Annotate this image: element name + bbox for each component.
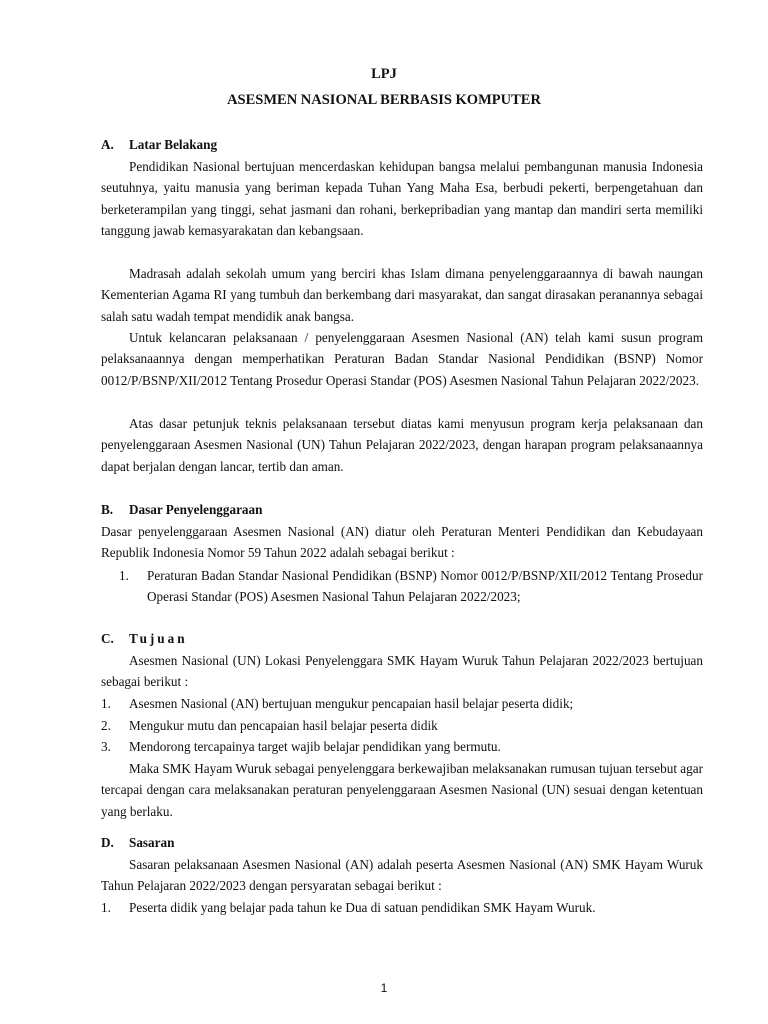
section-d-title: Sasaran [129,835,175,850]
list-item [101,736,703,757]
list-item-number: 1. [101,900,111,915]
list-item-number: 1. [101,696,111,711]
section-a-paragraph-3: Untuk kelancaran pelaksanaan / penyelenggaraan Asesmen Nasional (AN) telah kami susun program pelaksanaannya dengan memperhatikan Peraturan Badan Standar Nasional Pendidikan (BSNP) Nomor 0012/P/BSNP/XII/2012 Tentang Prosedur Operasi Standar (POS) Asesmen Nasional Tahun Pelajaran 2022/2023. [101,330,703,388]
list-item [101,565,703,608]
list-item-text: Mengukur mutu dan pencapaian hasil belajar peserta didik [129,718,438,733]
list-item-text: Mendorong tercapainya target wajib belajar pendidikan yang bermutu. [129,739,501,754]
section-c-title: Tujuan [129,631,188,646]
section-b-title: Dasar Penyelenggaraan [129,502,263,517]
document-subtitle: ASESMEN NASIONAL BERBASIS KOMPUTER [227,92,541,108]
list-item-number: 1. [119,568,129,583]
section-b-letter: B. [101,502,114,517]
section-d-paragraph-1: Sasaran pelaksanaan Asesmen Nasional (AN) adalah peserta Asesmen Nasional (AN) SMK Hayam Wuruk Tahun Pelajaran 2022/2023 dengan persyaratan sebagai berikut : [101,857,703,894]
list-item-number: 2. [101,718,111,733]
list-item-text: Peserta didik yang belajar pada tahun ke Dua di satuan pendidikan SMK Hayam Wuruk. [129,900,596,915]
section-b-paragraph-1: Dasar penyelenggaraan Asesmen Nasional (AN) diatur oleh Peraturan Menteri Pendidikan dan Kebudayaan Republik Indonesia Nomor 59 Tahun 2022 adalah sebagai berikut : [101,524,703,561]
section-a-heading [101,137,217,153]
list-item [101,715,703,736]
list-item-number: 3. [101,739,111,754]
list-item-text: Peraturan Badan Standar Nasional Pendidikan (BSNP) Nomor 0012/P/BSNP/XII/2012 Tentang Prosedur Operasi Standar (POS) Asesmen Nasional Tahun Pelajaran 2022/2023; [147,568,703,605]
section-b-heading [101,502,262,518]
section-c-paragraph-2: Maka SMK Hayam Wuruk sebagai penyelenggara berkewajiban melaksanakan rumusan tujuan tersebut agar tercapai dengan cara melaksanakan peraturan penyelenggaraan Asesmen Nasional (UN) sesuai dengan ketentuan yang berlaku. [101,761,703,819]
list-item-text: Asesmen Nasional (AN) bertujuan mengukur pencapaian hasil belajar peserta didik; [129,696,574,711]
section-c-paragraph-1: Asesmen Nasional (UN) Lokasi Penyelenggara SMK Hayam Wuruk Tahun Pelajaran 2022/2023 bertujuan sebagai berikut : [101,653,703,690]
page-number: 1 [380,981,388,995]
list-item [101,693,703,714]
section-d-letter: D. [101,835,114,850]
list-item [101,897,703,918]
section-a-paragraph-4: Atas dasar petunjuk teknis pelaksanaan tersebut diatas kami menyusun program kerja pelaksanaan dan penyelenggaraan Asesmen Nasional (UN) Tahun Pelajaran 2022/2023, dengan harapan program pelaksanaannya dapat berjalan dengan lancar, tertib dan aman. [101,416,703,474]
section-a-paragraph-2: Madrasah adalah sekolah umum yang berciri khas Islam dimana penyelenggaraannya di bawah naungan Kementerian Agama RI yang tumbuh dan berkembang dari masyarakat, dan sangat dirasakan peranannya sebagai salah satu wadah tempat mendidik anak bangsa. [101,266,703,324]
section-c-heading [101,631,188,647]
section-d-heading [101,835,174,851]
section-a-title: Latar Belakang [129,137,218,152]
section-c-letter: C. [101,631,114,646]
section-a-paragraph-1: Pendidikan Nasional bertujuan mencerdaskan kehidupan bangsa melalui pembangunan manusia Indonesia seutuhnya, yaitu manusia yang beriman kepada Tuhan Yang Maha Esa, berbudi pekerti, berpengetahuan dan berketerampilan yang tinggi, sehat jasmani dan rohani, berkepribadian yang mantap dan mandiri serta memiliki tanggung jawab kemasyarakatan dan kebangsaan. [101,159,703,238]
document-title: LPJ [371,66,397,82]
section-a-letter: A. [101,137,114,152]
